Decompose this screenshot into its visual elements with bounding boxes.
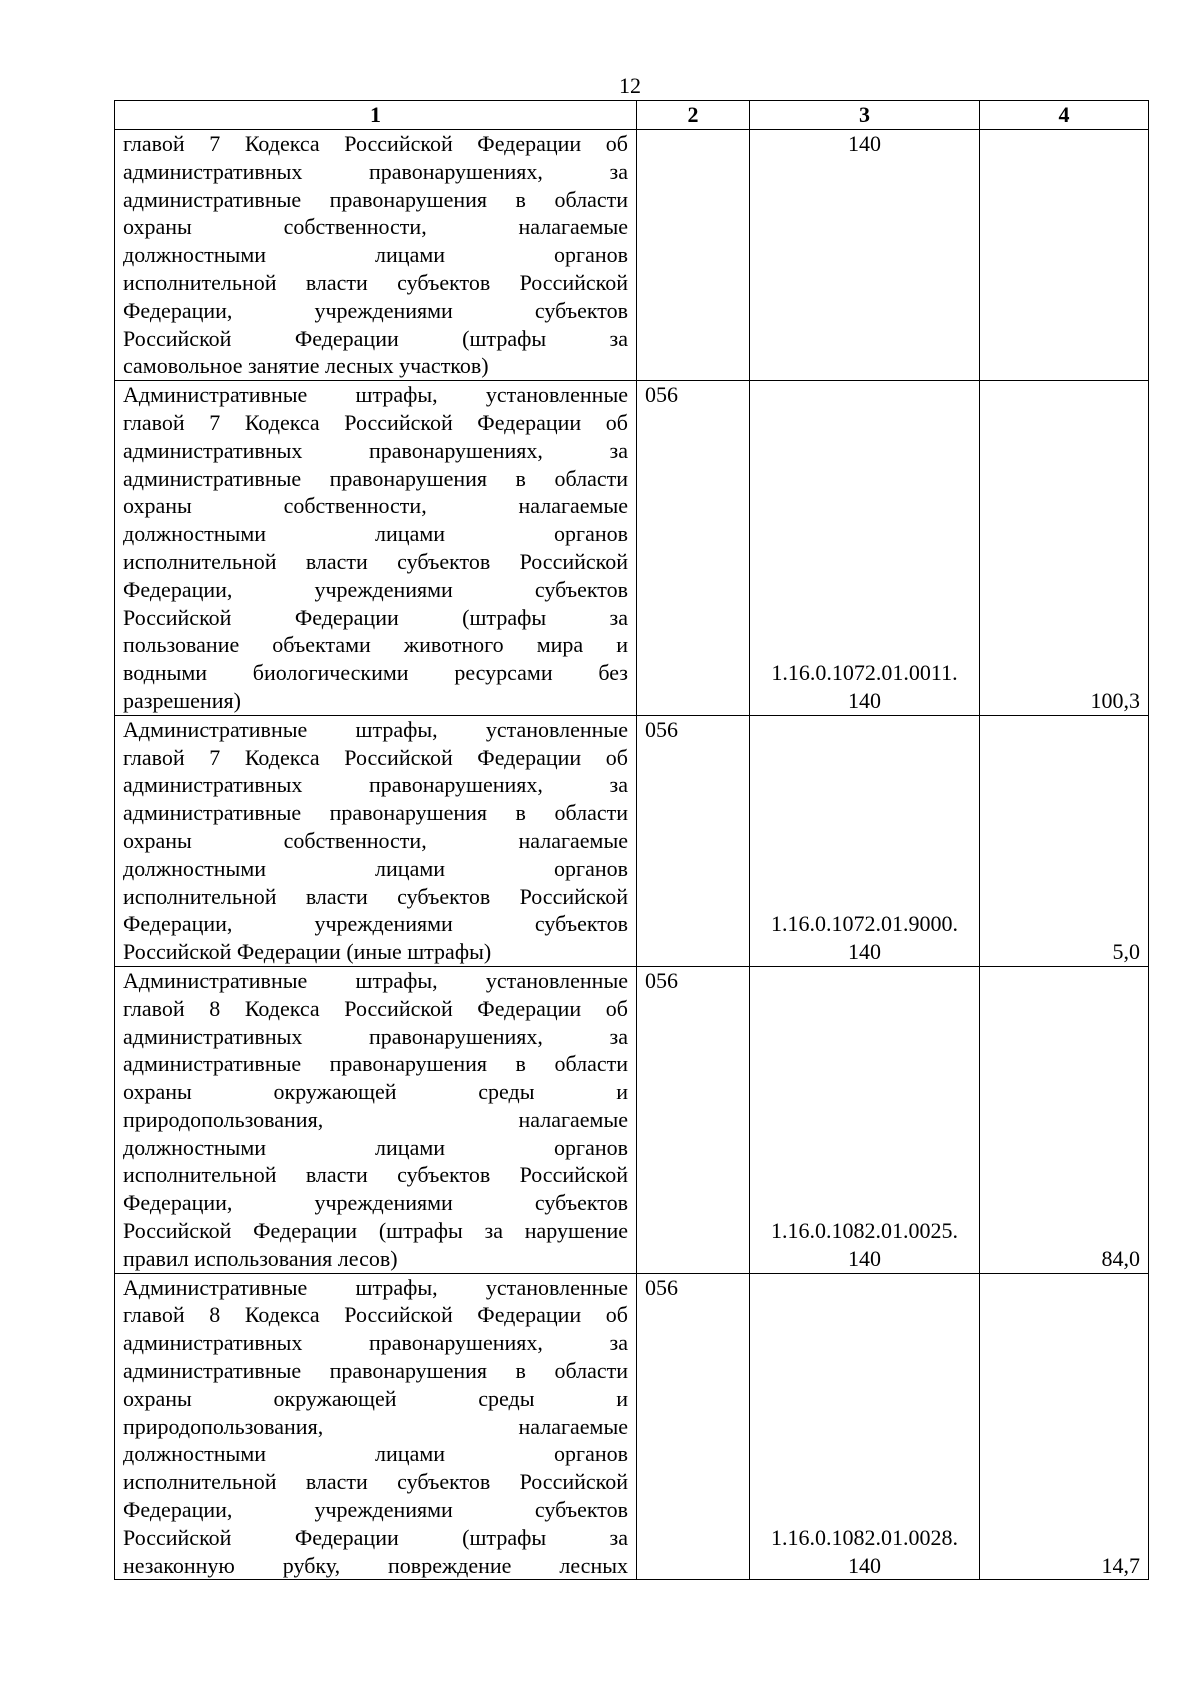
budget-code-line: 140 — [848, 687, 881, 713]
description-line: разрешения) — [123, 687, 241, 713]
description-line: Федерации, учреждениями субъектов — [123, 297, 628, 323]
description-line: Российской Федерации (иные штрафы) — [123, 939, 492, 965]
row-admin-code: 056 — [637, 381, 750, 716]
description-line: Административные штрафы, установленные — [123, 716, 628, 742]
description-line: Российской Федерации (штрафы за — [123, 1524, 628, 1550]
description-line: главой 7 Кодекса Российской Федерации об — [123, 409, 628, 435]
description-line: охраны собственности, налагаемые — [123, 214, 628, 240]
description-line: правил использования лесов) — [123, 1245, 398, 1271]
budget-code-line: 140 — [848, 1552, 881, 1578]
row-admin-code — [637, 130, 750, 381]
row-admin-code: 056 — [637, 1273, 750, 1580]
budget-code-line: 1.16.0.1072.01.0011. — [771, 660, 958, 686]
description-line: охраны собственности, налагаемые — [123, 827, 628, 853]
description-line: административных правонарушениях, за — [123, 772, 628, 798]
description-line: административные правонарушения в области — [123, 1358, 628, 1384]
description-line: исполнительной власти субъектов Российской — [123, 269, 628, 295]
column-header-1: 1 — [115, 101, 637, 130]
row-admin-code: 056 — [637, 715, 750, 966]
column-header-3: 3 — [750, 101, 980, 130]
budget-code-line: 1.16.0.1082.01.0025. — [771, 1218, 958, 1244]
description-line: охраны окружающей среды и — [123, 1385, 628, 1411]
description-line: водными биологическими ресурсами без — [123, 660, 628, 686]
description-line: Федерации, учреждениями субъектов — [123, 1497, 628, 1523]
table-row — [115, 381, 1149, 716]
description-line: Российской Федерации (штрафы за нарушение — [123, 1218, 628, 1244]
description-line: охраны собственности, налагаемые — [123, 493, 628, 519]
description-line: административных правонарушениях, за — [123, 1023, 628, 1049]
description-line: незаконную рубку, повреждение лесных — [123, 1552, 628, 1578]
table-row — [115, 966, 1149, 1273]
description-line: природопользования, налагаемые — [123, 1106, 628, 1132]
row-description — [115, 130, 637, 381]
row-budget-code — [750, 715, 980, 966]
description-line: административных правонарушениях, за — [123, 437, 628, 463]
description-line: главой 8 Кодекса Российской Федерации об — [123, 1302, 628, 1328]
budget-code-line: 140 — [848, 131, 881, 156]
row-amount: 100,3 — [980, 381, 1149, 716]
description-line: исполнительной власти субъектов Российской — [123, 1162, 628, 1188]
description-line: Российской Федерации (штрафы за — [123, 604, 628, 630]
row-admin-code: 056 — [637, 966, 750, 1273]
budget-code-line: 140 — [848, 1245, 881, 1271]
description-line: должностными лицами органов — [123, 521, 628, 547]
description-line: должностными лицами органов — [123, 242, 628, 268]
row-description — [115, 381, 637, 716]
description-line: Административные штрафы, установленные — [123, 1274, 628, 1300]
description-line: Федерации, учреждениями субъектов — [123, 1190, 628, 1216]
table-row — [115, 1273, 1149, 1580]
description-line: Административные штрафы, установленные — [123, 382, 628, 408]
budget-code-line: 140 — [848, 939, 881, 965]
description-line: должностными лицами органов — [123, 1134, 628, 1160]
row-amount — [980, 130, 1149, 381]
description-line: главой 8 Кодекса Российской Федерации об — [123, 995, 628, 1021]
description-line: административных правонарушениях, за — [123, 158, 628, 184]
row-budget-code — [750, 130, 980, 381]
description-line: административные правонарушения в области — [123, 186, 628, 212]
row-amount: 84,0 — [980, 966, 1149, 1273]
budget-code-line: 1.16.0.1072.01.9000. — [771, 911, 958, 937]
description-line: природопользования, налагаемые — [123, 1413, 628, 1439]
description-line: Федерации, учреждениями субъектов — [123, 911, 628, 937]
table-row — [115, 130, 1149, 381]
table-row — [115, 715, 1149, 966]
description-line: исполнительной власти субъектов Российской — [123, 1469, 628, 1495]
row-budget-code — [750, 1273, 980, 1580]
header-row — [115, 101, 1149, 130]
column-header-2: 2 — [637, 101, 750, 130]
description-line: административные правонарушения в области — [123, 800, 628, 826]
row-budget-code — [750, 966, 980, 1273]
description-line: Российской Федерации (штрафы за — [123, 325, 628, 351]
description-line: охраны окружающей среды и — [123, 1079, 628, 1105]
description-line: административные правонарушения в области — [123, 465, 628, 491]
description-line: главой 7 Кодекса Российской Федерации об — [123, 744, 628, 770]
description-line: административные правонарушения в области — [123, 1051, 628, 1077]
description-line: исполнительной власти субъектов Российской — [123, 883, 628, 909]
budget-code-line: 1.16.0.1082.01.0028. — [771, 1524, 958, 1550]
row-amount: 14,7 — [980, 1273, 1149, 1580]
page-number: 12 — [619, 73, 641, 98]
description-line: должностными лицами органов — [123, 1441, 628, 1467]
description-line: Административные штрафы, установленные — [123, 967, 628, 993]
row-budget-code — [750, 381, 980, 716]
row-amount: 5,0 — [980, 715, 1149, 966]
description-line: административных правонарушениях, за — [123, 1330, 628, 1356]
row-description — [115, 715, 637, 966]
description-line: главой 7 Кодекса Российской Федерации об — [123, 131, 628, 156]
description-line: исполнительной власти субъектов Российской — [123, 548, 628, 574]
description-line: должностными лицами органов — [123, 855, 628, 881]
row-description — [115, 966, 637, 1273]
column-header-4: 4 — [980, 101, 1149, 130]
description-line: Федерации, учреждениями субъектов — [123, 576, 628, 602]
row-description — [115, 1273, 637, 1580]
description-line: пользование объектами животного мира и — [123, 632, 628, 658]
description-line: самовольное занятие лесных участков) — [123, 353, 489, 379]
budget-table — [114, 100, 1149, 1580]
